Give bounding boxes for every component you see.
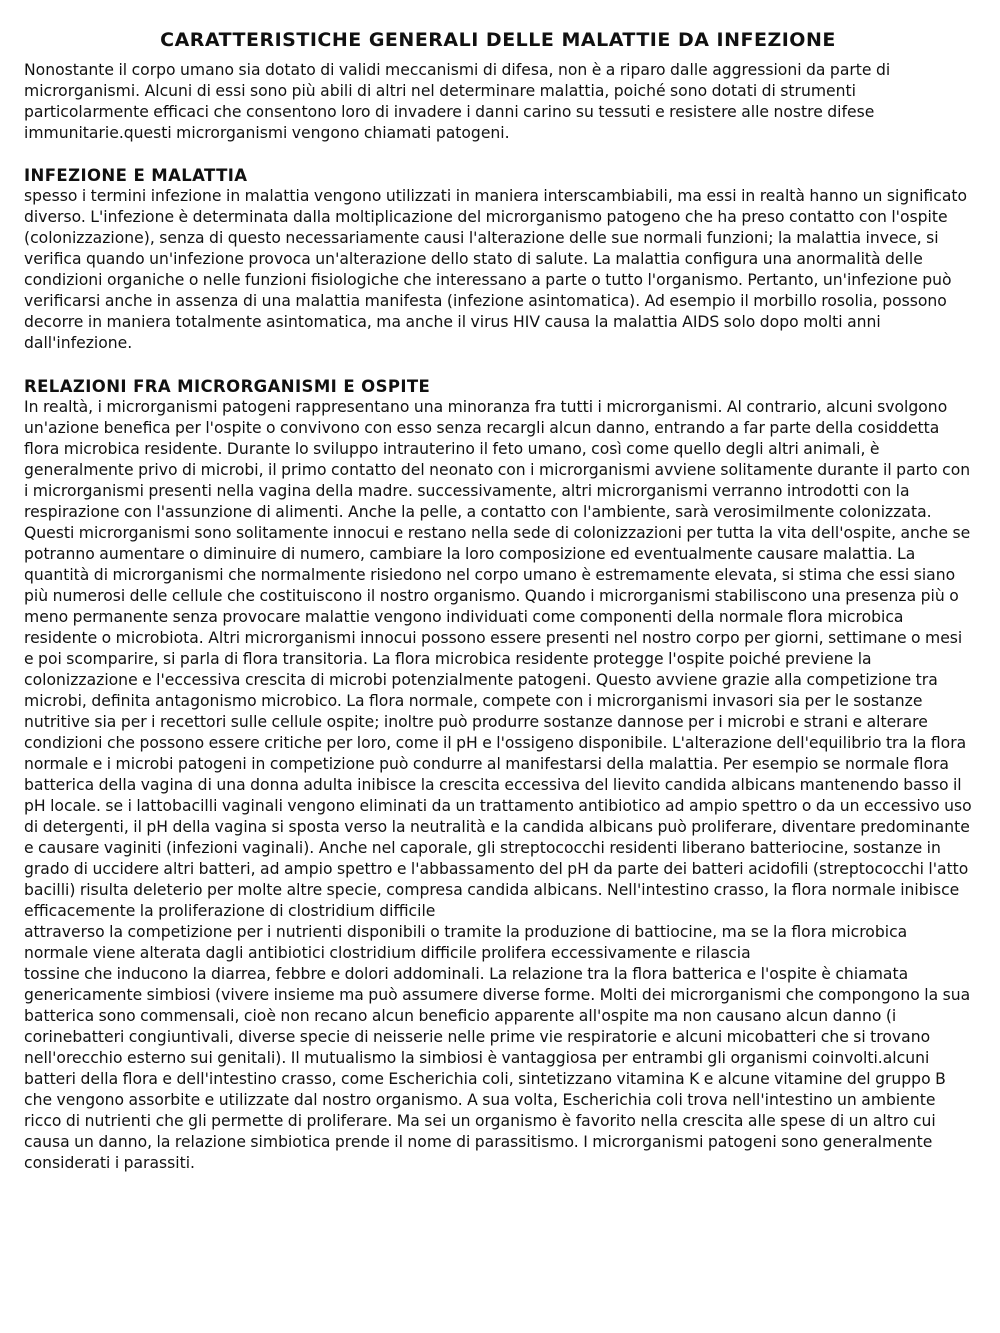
document-title: CARATTERISTICHE GENERALI DELLE MALATTIE DA INFEZIONE xyxy=(160,29,836,51)
section-paragraph: spesso i termini infezione in malattia vengono utilizzati in maniera interscambiabili, ma essi in realtà hanno un significato diverso. L'infezione è determinata dalla moltiplicazione del microrganismo patogeno che ha preso contatto con l'ospite (colonizzazione), senza di questo necessariamente causi l'alterazione delle sue normali funzioni; la malattia invece, si verifica quando un'infezione provoca un'alterazione dello stato di salute. La malattia configura una anormalità delle condizioni organiche o nelle funzioni fisiologiche che interessano a parte o tutto l'organismo. Pertanto, un'infezione può verificarsi anche in assenza di una malattia manifesta (infezione asintomatica). Ad esempio il morbillo rosolia, possono decorre in maniera totalmente asintomatica, ma anche il virus HIV causa la malattia AIDS solo dopo molti anni dall'infezione. xyxy=(24,187,968,352)
document-page xyxy=(24,28,972,1174)
section-paragraph: In realtà, i microrganismi patogeni rappresentano una minoranza fra tutti i microrganismi. Al contrario, alcuni svolgono un'azione benefica per l'ospite o convivono con esso senza recargli alcun danno, entrando a far parte della cosiddetta flora microbica residente. Durante lo sviluppo intrauterino il feto umano, così come quello degli altri animali, è generalmente privo di microbi, il primo contatto del neonato con i microrganismi avviene solitamente durante il parto con i microrganismi presenti nella vagina della madre. successivamente, altri microrganismi verranno introdotti con la respirazione con l'assunzione di alimenti. Anche la pelle, a contatto con l'ambiente, sarà verosimilmente colonizzata. Questi microrganismi sono solitamente innocui e restano nella sede di colonizzazioni per tutta la vita dell'ospite, anche se potranno aumentare o diminuire di numero, cambiare la loro composizione ed eventualmente causare malattia. La quantità di microrganismi che normalmente risiedono nel corpo umano è estremamente elevata, si stima che essi siano più numerosi delle cellule che costituiscono il nostro organismo. Quando i microrganismi stabiliscono una presenza più o meno permanente senza provocare malattie vengono individuati come componenti della normale flora microbica residente o microbiota. Altri microrganismi innocui possono essere presenti nel nostro corpo per giorni, settimane o mesi e poi scomparire, si parla di flora transitoria. La flora microbica residente protegge l'ospite poiché previene la colonizzazione e l'eccessiva crescita di microbi potenzialmente patogeni. Questo avviene grazie alla competizione tra microbi, definita antagonismo microbico. La flora normale, compete con i microrganismi invasori sia per le sostanze nutritive sia per i recettori sulle cellule ospite; inoltre può produrre sostanze dannose per i microbi e strani e alterare condizioni che possono essere critiche per loro, come il pH e l'ossigeno disponibile. L'alterazione dell'equilibrio tra la flora normale e i microbi patogeni in competizione può condurre al manifestarsi della malattia. Per esempio se normale flora batterica della vagina di una donna adulta inibisce la crescita eccessiva del lievito candida albicans mantenendo basso il pH locale. se i lattobacilli vaginali vengono eliminati da un trattamento antibiotico ad ampio spettro o da un eccessivo uso di detergenti, il pH della vagina si sposta verso la neutralità e la candida albicans può proliferare, diventare predominante e causare vaginiti (infezioni vaginali). Anche nel caporale, gli streptococchi residenti liberano batteriocine, sostanze in grado di uccidere altri batteri, ad ampio spettro e l'abbassamento del pH da parte dei batteri acidofili (streptococchi l'atto bacilli) risulta deleterio per molte altre specie, compresa candida albicans. Nell'intestino crasso, la flora normale inibisce efficacemente la proliferazione di clostridium difficile xyxy=(24,398,972,920)
spacer xyxy=(24,144,972,165)
section-heading: INFEZIONE E MALATTIA xyxy=(24,166,248,185)
section-heading: RELAZIONI FRA MICRORGANISMI E OSPITE xyxy=(24,377,431,396)
section-paragraph: tossine che inducono la diarrea, febbre e dolori addominali. La relazione tra la flora batterica e l'ospite è chiamata genericamente simbiosi (vivere insieme ma può assumere diverse forme. Molti dei microrganismi che compongono la sua batterica sono commensali, cioè non recano alcun beneficio apparente all'ospite ma non causano alcun danno (i corinebatteri congiuntivali, diverse specie di neisserie nelle prime vie respiratorie e alcuni micobatteri che si trovano nell'orecchio esterno sui genitali). Il mutualismo la simbiosi è vantaggiosa per entrambi gli organismi coinvolti.alcuni batteri della flora e dell'intestino crasso, come Escherichia coli, sintetizzano vitamina K e alcune vitamine del gruppo B che vengono assorbite e utilizzate dal nostro organismo. A sua volta, Escherichia coli trova nell'intestino un ambiente ricco di nutrienti che gli permette di proliferare. Ma sei un organismo è favorito nella crescita alle spese di un altro cui causa un danno, la relazione simbiotica prende il nome di parassitismo. I microrganismi patogeni sono generalmente considerati i parassiti. xyxy=(24,965,971,1172)
section-relazioni-microrganismi-ospite xyxy=(24,376,972,1174)
section-paragraph: attraverso la competizione per i nutrienti disponibili o tramite la produzione di battiocine, ma se la flora microbica normale viene alterata dagli antibiotici clostridium difficile prolifera eccessivamente e rilascia xyxy=(24,923,908,962)
spacer xyxy=(24,354,972,376)
intro-paragraph: Nonostante il corpo umano sia dotato di validi meccanismi di difesa, non è a riparo dalle aggressioni da parte di microrganismi. Alcuni di essi sono più abili di altri nel determinare malattia, poiché sono dotati di strumenti particolarmente efficaci che consentono loro di invadere i danni carino su tessuti e resistere alle nostre difese immunitarie.questi microrganismi vengono chiamati patogeni. xyxy=(24,61,891,142)
section-infezione-malattia xyxy=(24,165,972,354)
